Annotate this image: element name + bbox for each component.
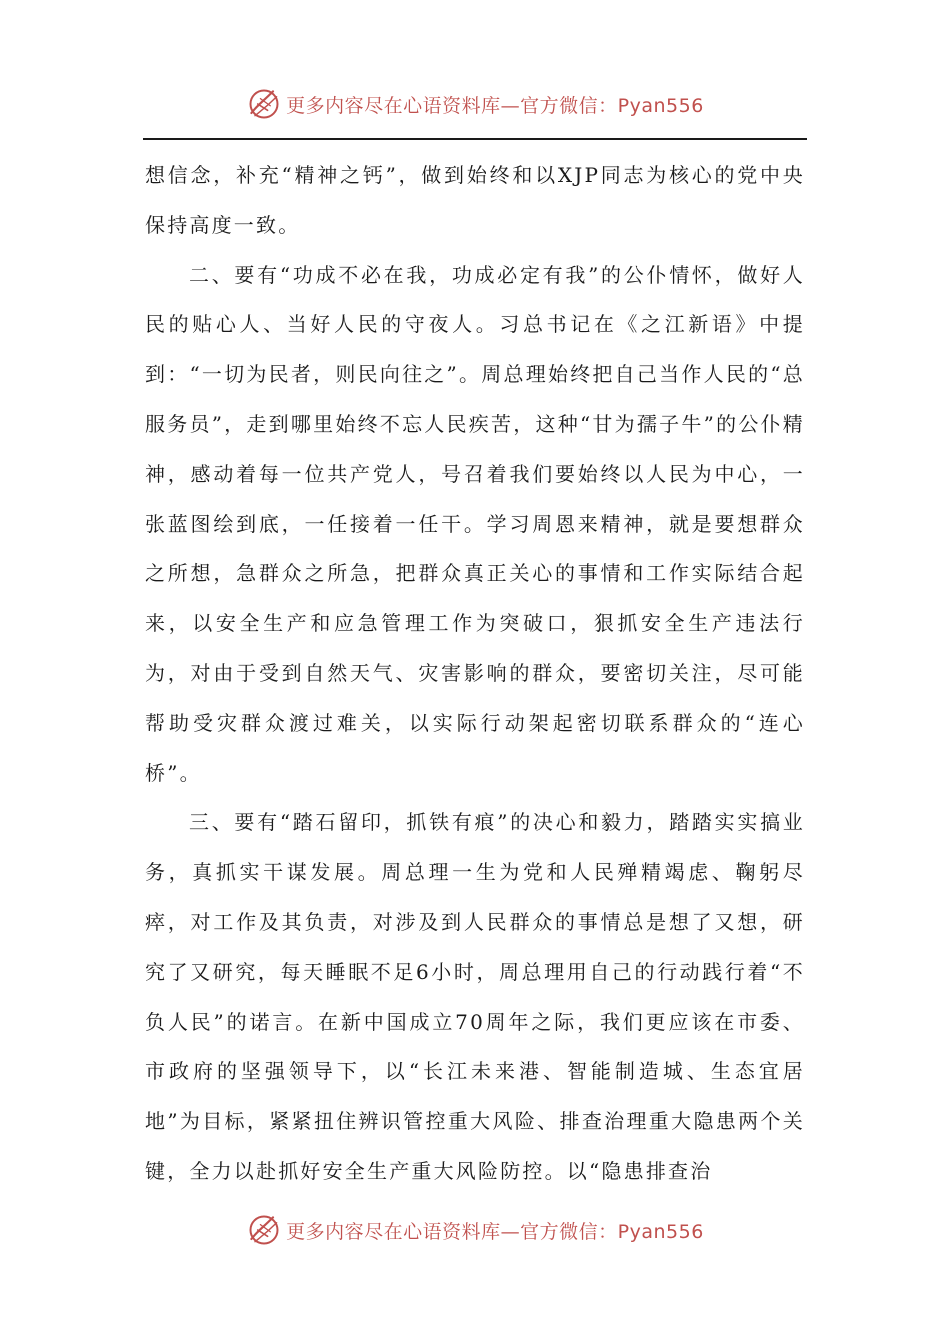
footer-banner [0, 1210, 950, 1250]
header-banner [0, 84, 950, 124]
banner-title: 更多内容尽在心语资料库 [286, 1220, 501, 1243]
banner-wechat: 官方微信：Pyan556 [520, 94, 704, 117]
header-divider [143, 138, 807, 140]
banner-separator: — [500, 1220, 521, 1243]
banner-wechat: 官方微信：Pyan556 [520, 1220, 704, 1243]
header-banner-text [286, 91, 704, 118]
signature-logo-icon [246, 86, 282, 122]
paragraph-1: 想信念，补充“精神之钙”，做到始终和以XJP同志为核心的党中央保持高度一致。 [145, 163, 805, 237]
paragraph-2: 二、要有“功成不必在我，功成必定有我”的公仆情怀，做好人民的贴心人、当好人民的守夜人。习总书记在《之江新语》中提到：“一切为民者，则民向往之”。周总理始终把自己当作人民的“总服务员”，走到哪里始终不忘人民疾苦，这种“甘为孺子牛”的公仆精神，感动着每一位共产党人，号召着我们要始终以人民为中心，一张蓝图绘到底，一任接着一任干。学习周恩来精神，就是要想群众之所想，急群众之所急，把群众真正关心的事情和工作实际结合起来，以安全生产和应急管理工作为突破口，狠抓安全生产违法行为，对由于受到自然天气、灾害影响的群众，要密切关注，尽可能帮助受灾群众渡过难关，以实际行动架起密切联系群众的“连心桥”。 [145, 262, 805, 785]
banner-title: 更多内容尽在心语资料库 [286, 94, 501, 117]
banner-separator: — [500, 94, 521, 117]
paragraph-3: 三、要有“踏石留印，抓铁有痕”的决心和毅力，踏踏实实搞业务，真抓实干谋发展。周总理一生为党和人民殚精竭虑、鞠躬尽瘁，对工作及其负责，对涉及到人民群众的事情总是想了又想，研究了又研究，每天睡眠不足6小时，周总理用自己的行动践行着“不负人民”的诺言。在新中国成立70周年之际，我们更应该在市委、市政府的坚强领导下，以“长江未来港、智能制造城、生态宜居地”为目标，紧紧扭住辨识管控重大风险、排查治理重大隐患两个关键，全力以赴抓好安全生产重大风险防控。以“隐患排查治 [145, 810, 805, 1183]
footer-banner-text [286, 1217, 704, 1244]
document-body [145, 151, 805, 1197]
signature-logo-icon [246, 1212, 282, 1248]
